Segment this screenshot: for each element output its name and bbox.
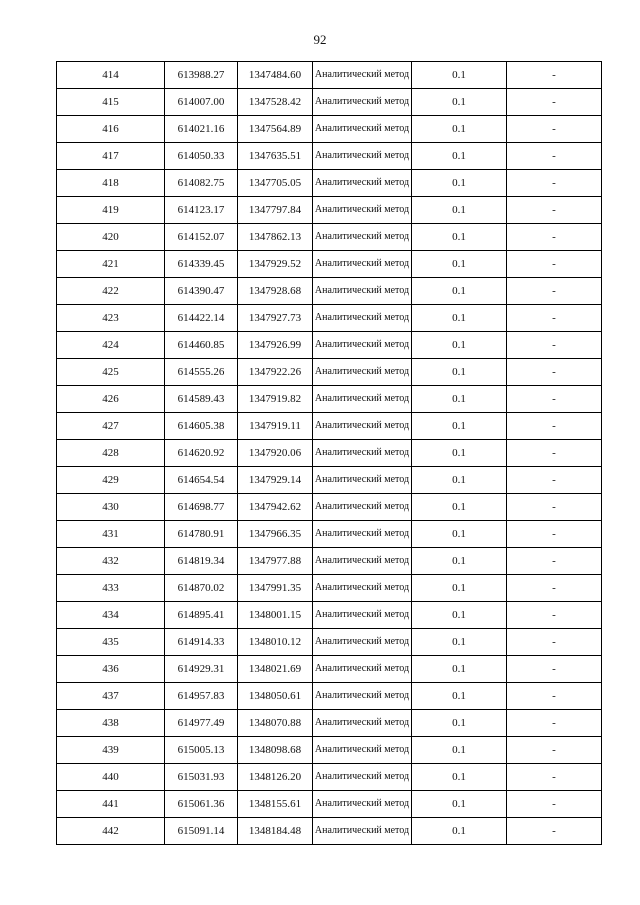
x-coordinate-cell: 614152.07 <box>165 224 238 251</box>
method-cell: Аналитический метод <box>313 602 412 629</box>
note-cell: - <box>507 170 602 197</box>
y-coordinate-cell: 1347797.84 <box>238 197 313 224</box>
point-number-cell: 437 <box>57 683 165 710</box>
y-coordinate-cell: 1347862.13 <box>238 224 313 251</box>
point-number-cell: 429 <box>57 467 165 494</box>
y-coordinate-cell: 1347966.35 <box>238 521 313 548</box>
x-coordinate-cell: 614698.77 <box>165 494 238 521</box>
note-cell: - <box>507 602 602 629</box>
table-row <box>57 413 602 440</box>
table-row <box>57 89 602 116</box>
y-coordinate-cell: 1347922.26 <box>238 359 313 386</box>
method-cell: Аналитический метод <box>313 629 412 656</box>
point-number-cell: 431 <box>57 521 165 548</box>
table-row <box>57 548 602 575</box>
method-cell: Аналитический метод <box>313 278 412 305</box>
x-coordinate-cell: 615091.14 <box>165 818 238 845</box>
x-coordinate-cell: 615005.13 <box>165 737 238 764</box>
note-cell: - <box>507 89 602 116</box>
accuracy-cell: 0.1 <box>412 548 507 575</box>
table-row <box>57 332 602 359</box>
point-number-cell: 426 <box>57 386 165 413</box>
point-number-cell: 420 <box>57 224 165 251</box>
accuracy-cell: 0.1 <box>412 656 507 683</box>
x-coordinate-cell: 615031.93 <box>165 764 238 791</box>
accuracy-cell: 0.1 <box>412 467 507 494</box>
accuracy-cell: 0.1 <box>412 197 507 224</box>
method-cell: Аналитический метод <box>313 440 412 467</box>
method-cell: Аналитический метод <box>313 224 412 251</box>
table-row <box>57 62 602 89</box>
x-coordinate-cell: 614555.26 <box>165 359 238 386</box>
method-cell: Аналитический метод <box>313 683 412 710</box>
page-number: 92 <box>313 32 327 47</box>
x-coordinate-cell: 614654.54 <box>165 467 238 494</box>
method-cell: Аналитический метод <box>313 62 412 89</box>
y-coordinate-cell: 1347528.42 <box>238 89 313 116</box>
point-number-cell: 433 <box>57 575 165 602</box>
y-coordinate-cell: 1348021.69 <box>238 656 313 683</box>
method-cell: Аналитический метод <box>313 359 412 386</box>
note-cell: - <box>507 818 602 845</box>
accuracy-cell: 0.1 <box>412 278 507 305</box>
x-coordinate-cell: 614021.16 <box>165 116 238 143</box>
point-number-cell: 425 <box>57 359 165 386</box>
y-coordinate-cell: 1347991.35 <box>238 575 313 602</box>
accuracy-cell: 0.1 <box>412 170 507 197</box>
table-row <box>57 170 602 197</box>
method-cell: Аналитический метод <box>313 170 412 197</box>
method-cell: Аналитический метод <box>313 818 412 845</box>
method-cell: Аналитический метод <box>313 332 412 359</box>
x-coordinate-cell: 614390.47 <box>165 278 238 305</box>
accuracy-cell: 0.1 <box>412 494 507 521</box>
table-row <box>57 386 602 413</box>
y-coordinate-cell: 1347919.82 <box>238 386 313 413</box>
method-cell: Аналитический метод <box>313 548 412 575</box>
table-row <box>57 197 602 224</box>
y-coordinate-cell: 1348126.20 <box>238 764 313 791</box>
x-coordinate-cell: 614620.92 <box>165 440 238 467</box>
table-row <box>57 521 602 548</box>
accuracy-cell: 0.1 <box>412 737 507 764</box>
accuracy-cell: 0.1 <box>412 575 507 602</box>
point-number-cell: 415 <box>57 89 165 116</box>
table-row <box>57 467 602 494</box>
note-cell: - <box>507 197 602 224</box>
table-row <box>57 683 602 710</box>
method-cell: Аналитический метод <box>313 521 412 548</box>
x-coordinate-cell: 614082.75 <box>165 170 238 197</box>
y-coordinate-cell: 1347977.88 <box>238 548 313 575</box>
method-cell: Аналитический метод <box>313 251 412 278</box>
accuracy-cell: 0.1 <box>412 629 507 656</box>
coordinates-table <box>56 61 602 845</box>
table-row <box>57 224 602 251</box>
x-coordinate-cell: 614050.33 <box>165 143 238 170</box>
table-row <box>57 116 602 143</box>
point-number-cell: 440 <box>57 764 165 791</box>
point-number-cell: 435 <box>57 629 165 656</box>
y-coordinate-cell: 1347705.05 <box>238 170 313 197</box>
y-coordinate-cell: 1347942.62 <box>238 494 313 521</box>
table-row <box>57 494 602 521</box>
y-coordinate-cell: 1348098.68 <box>238 737 313 764</box>
method-cell: Аналитический метод <box>313 143 412 170</box>
note-cell: - <box>507 305 602 332</box>
point-number-cell: 421 <box>57 251 165 278</box>
accuracy-cell: 0.1 <box>412 332 507 359</box>
method-cell: Аналитический метод <box>313 386 412 413</box>
x-coordinate-cell: 614780.91 <box>165 521 238 548</box>
table-row <box>57 791 602 818</box>
note-cell: - <box>507 413 602 440</box>
table-row <box>57 629 602 656</box>
x-coordinate-cell: 614123.17 <box>165 197 238 224</box>
point-number-cell: 419 <box>57 197 165 224</box>
table-row <box>57 440 602 467</box>
point-number-cell: 442 <box>57 818 165 845</box>
y-coordinate-cell: 1347919.11 <box>238 413 313 440</box>
table-row <box>57 305 602 332</box>
accuracy-cell: 0.1 <box>412 89 507 116</box>
point-number-cell: 427 <box>57 413 165 440</box>
point-number-cell: 418 <box>57 170 165 197</box>
note-cell: - <box>507 224 602 251</box>
accuracy-cell: 0.1 <box>412 521 507 548</box>
x-coordinate-cell: 615061.36 <box>165 791 238 818</box>
point-number-cell: 436 <box>57 656 165 683</box>
y-coordinate-cell: 1347928.68 <box>238 278 313 305</box>
accuracy-cell: 0.1 <box>412 710 507 737</box>
accuracy-cell: 0.1 <box>412 305 507 332</box>
x-coordinate-cell: 613988.27 <box>165 62 238 89</box>
point-number-cell: 430 <box>57 494 165 521</box>
note-cell: - <box>507 62 602 89</box>
note-cell: - <box>507 251 602 278</box>
method-cell: Аналитический метод <box>313 710 412 737</box>
point-number-cell: 428 <box>57 440 165 467</box>
y-coordinate-cell: 1347635.51 <box>238 143 313 170</box>
accuracy-cell: 0.1 <box>412 791 507 818</box>
y-coordinate-cell: 1347564.89 <box>238 116 313 143</box>
method-cell: Аналитический метод <box>313 737 412 764</box>
accuracy-cell: 0.1 <box>412 62 507 89</box>
note-cell: - <box>507 548 602 575</box>
x-coordinate-cell: 614589.43 <box>165 386 238 413</box>
table-row <box>57 710 602 737</box>
accuracy-cell: 0.1 <box>412 683 507 710</box>
point-number-cell: 424 <box>57 332 165 359</box>
method-cell: Аналитический метод <box>313 305 412 332</box>
table-row <box>57 359 602 386</box>
point-number-cell: 438 <box>57 710 165 737</box>
note-cell: - <box>507 116 602 143</box>
point-number-cell: 432 <box>57 548 165 575</box>
table-row <box>57 251 602 278</box>
note-cell: - <box>507 143 602 170</box>
table-row <box>57 278 602 305</box>
method-cell: Аналитический метод <box>313 116 412 143</box>
method-cell: Аналитический метод <box>313 656 412 683</box>
accuracy-cell: 0.1 <box>412 251 507 278</box>
method-cell: Аналитический метод <box>313 467 412 494</box>
method-cell: Аналитический метод <box>313 494 412 521</box>
accuracy-cell: 0.1 <box>412 764 507 791</box>
method-cell: Аналитический метод <box>313 764 412 791</box>
point-number-cell: 441 <box>57 791 165 818</box>
x-coordinate-cell: 614339.45 <box>165 251 238 278</box>
note-cell: - <box>507 683 602 710</box>
y-coordinate-cell: 1347920.06 <box>238 440 313 467</box>
point-number-cell: 414 <box>57 62 165 89</box>
accuracy-cell: 0.1 <box>412 116 507 143</box>
table-row <box>57 737 602 764</box>
table-row <box>57 602 602 629</box>
x-coordinate-cell: 614460.85 <box>165 332 238 359</box>
accuracy-cell: 0.1 <box>412 143 507 170</box>
y-coordinate-cell: 1347484.60 <box>238 62 313 89</box>
accuracy-cell: 0.1 <box>412 440 507 467</box>
x-coordinate-cell: 614895.41 <box>165 602 238 629</box>
note-cell: - <box>507 278 602 305</box>
note-cell: - <box>507 710 602 737</box>
table-row <box>57 575 602 602</box>
note-cell: - <box>507 791 602 818</box>
table-row <box>57 656 602 683</box>
accuracy-cell: 0.1 <box>412 602 507 629</box>
y-coordinate-cell: 1347929.14 <box>238 467 313 494</box>
note-cell: - <box>507 332 602 359</box>
point-number-cell: 434 <box>57 602 165 629</box>
point-number-cell: 416 <box>57 116 165 143</box>
x-coordinate-cell: 614007.00 <box>165 89 238 116</box>
x-coordinate-cell: 614914.33 <box>165 629 238 656</box>
table-row <box>57 818 602 845</box>
note-cell: - <box>507 521 602 548</box>
note-cell: - <box>507 467 602 494</box>
method-cell: Аналитический метод <box>313 413 412 440</box>
accuracy-cell: 0.1 <box>412 386 507 413</box>
x-coordinate-cell: 614422.14 <box>165 305 238 332</box>
x-coordinate-cell: 614957.83 <box>165 683 238 710</box>
note-cell: - <box>507 575 602 602</box>
y-coordinate-cell: 1348070.88 <box>238 710 313 737</box>
x-coordinate-cell: 614605.38 <box>165 413 238 440</box>
point-number-cell: 439 <box>57 737 165 764</box>
x-coordinate-cell: 614977.49 <box>165 710 238 737</box>
note-cell: - <box>507 494 602 521</box>
method-cell: Аналитический метод <box>313 89 412 116</box>
accuracy-cell: 0.1 <box>412 224 507 251</box>
y-coordinate-cell: 1348001.15 <box>238 602 313 629</box>
note-cell: - <box>507 656 602 683</box>
x-coordinate-cell: 614819.34 <box>165 548 238 575</box>
table-row <box>57 764 602 791</box>
note-cell: - <box>507 440 602 467</box>
y-coordinate-cell: 1348010.12 <box>238 629 313 656</box>
x-coordinate-cell: 614870.02 <box>165 575 238 602</box>
accuracy-cell: 0.1 <box>412 818 507 845</box>
accuracy-cell: 0.1 <box>412 413 507 440</box>
note-cell: - <box>507 764 602 791</box>
y-coordinate-cell: 1347929.52 <box>238 251 313 278</box>
note-cell: - <box>507 386 602 413</box>
y-coordinate-cell: 1348155.61 <box>238 791 313 818</box>
y-coordinate-cell: 1348184.48 <box>238 818 313 845</box>
y-coordinate-cell: 1347927.73 <box>238 305 313 332</box>
method-cell: Аналитический метод <box>313 791 412 818</box>
x-coordinate-cell: 614929.31 <box>165 656 238 683</box>
method-cell: Аналитический метод <box>313 197 412 224</box>
note-cell: - <box>507 629 602 656</box>
method-cell: Аналитический метод <box>313 575 412 602</box>
note-cell: - <box>507 359 602 386</box>
point-number-cell: 423 <box>57 305 165 332</box>
y-coordinate-cell: 1347926.99 <box>238 332 313 359</box>
point-number-cell: 422 <box>57 278 165 305</box>
y-coordinate-cell: 1348050.61 <box>238 683 313 710</box>
point-number-cell: 417 <box>57 143 165 170</box>
note-cell: - <box>507 737 602 764</box>
table-row <box>57 143 602 170</box>
accuracy-cell: 0.1 <box>412 359 507 386</box>
